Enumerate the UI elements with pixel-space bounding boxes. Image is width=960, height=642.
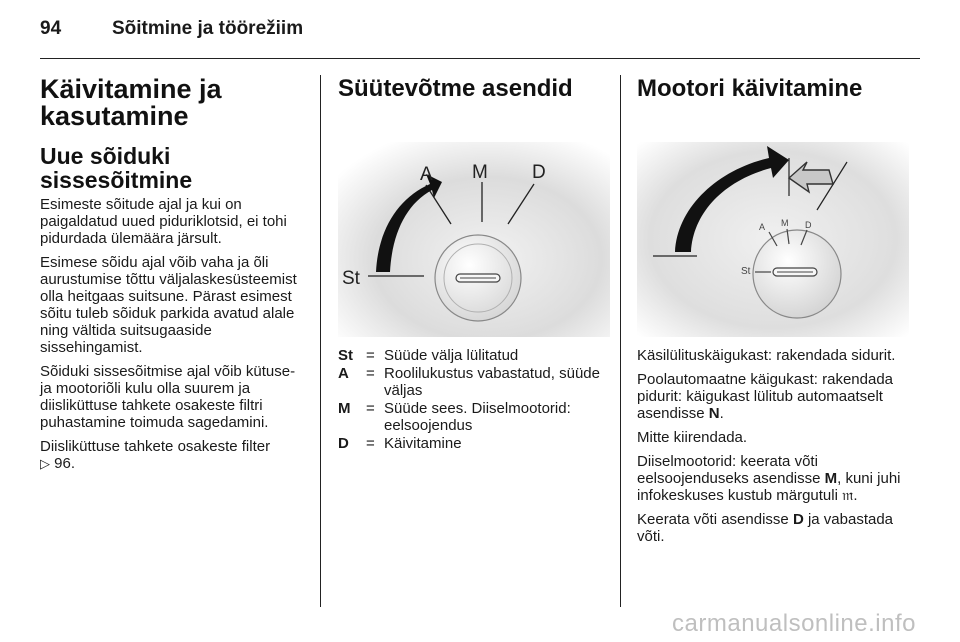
position-label-m: M [472, 162, 488, 183]
paragraph: Poolautomaatne käigukast: rakendada pidurit: käigukast lülitub automaatselt asendisse N. [637, 371, 894, 422]
page-reference-icon: ▷ [40, 456, 50, 471]
page-header [40, 18, 920, 48]
paragraph: Keerata võti asendisse D ja vabastada võti. [637, 511, 894, 545]
svg-text:D: D [805, 220, 812, 230]
section-heading: Käivitamine ja kasutamine [40, 74, 222, 131]
legend-row: M = Süüde sees. Diiselmootorid: eelsoojendus [338, 400, 571, 434]
chapter-title: Sõitmine ja töörežiim [112, 18, 304, 39]
paragraph-reference [40, 438, 308, 472]
ignition-key-illustration [338, 112, 610, 337]
svg-text:M: M [781, 218, 789, 228]
column-3 [637, 76, 909, 552]
section-heading: Süütevõtme asendid [338, 75, 573, 102]
column-1 [40, 76, 308, 479]
column-2 [338, 76, 608, 453]
column-divider-1 [320, 75, 321, 607]
watermark: carmanualsonline.info [672, 610, 916, 637]
svg-text:A: A [759, 222, 766, 232]
paragraph: Esimese sõidu ajal võib vaha ja õli aurustumise tõttu väljalaskesüsteemist olla heitgaas suitsune. Pärast esimest sõitu tuleb sõiduk parkida avatud alale ning vältida suitsugaaside sissehingamist. [40, 254, 297, 356]
section-heading: Mootori käivitamine [637, 75, 863, 102]
paragraph: Mitte kiirendada. [637, 429, 748, 446]
position-label-d: D [532, 162, 546, 183]
paragraph: Esimeste sõitude ajal ja kui on paigaldatud uued piduriklotsid, ei tohi pidurdada ülemäära järsult. [40, 196, 287, 247]
paragraph: Diiselmootorid: keerata võti eelsoojenduseks asendisse M, kuni juhi infokeskuses kustub märgutuli 𝔪. [637, 453, 901, 504]
key-positions-legend [338, 347, 608, 452]
page-reference-link[interactable]: 96. [54, 455, 76, 472]
paragraph-text: Diisliküttuse tahkete osakeste filter [40, 438, 271, 455]
page-number: 94 [40, 18, 62, 39]
svg-text:St: St [741, 266, 751, 277]
ignition-key-figure [338, 112, 610, 337]
engine-start-illustration [637, 112, 909, 337]
legend-row: D = Käivitamine [338, 435, 462, 452]
position-label-a: A [420, 164, 433, 185]
position-label-st: St [342, 268, 360, 289]
column-divider-2 [620, 75, 621, 607]
engine-start-figure [637, 112, 909, 337]
paragraph: Sõiduki sissesõitmise ajal võib kütuse- ja mootoriõli kulu olla suurem ja diisliküttuse tahkete osakeste filtri puhastamine toimuda sagedamini. [40, 363, 296, 431]
legend-row: St = Süüde välja lülitatud [338, 347, 519, 364]
legend-row: A = Roolilukustus vabastatud, süüde väljas [338, 365, 600, 399]
header-rule [40, 58, 920, 59]
glow-plug-icon: 𝔪 [842, 487, 854, 504]
paragraph: Käsilülituskäigukast: rakendada sidurit. [637, 347, 896, 364]
subsection-heading: Uue sõiduki sissesõitmine [40, 143, 193, 193]
